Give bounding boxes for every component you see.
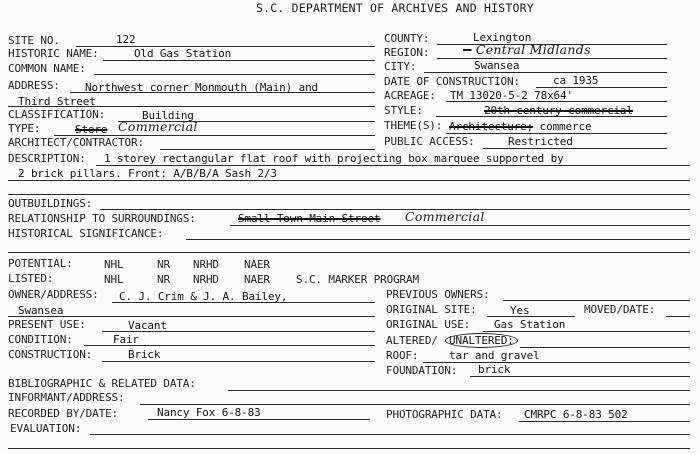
- construction-value: Brick: [128, 348, 161, 361]
- style-label: STYLE:: [384, 104, 423, 117]
- present-use-value: Vacant: [128, 319, 167, 332]
- listed-label: LISTED:: [8, 272, 54, 285]
- themes-label: THEME(S):: [384, 119, 443, 132]
- evaluation-line: [90, 434, 690, 435]
- type-struck-value: Store: [75, 123, 108, 136]
- description-line1-rule: [96, 165, 690, 166]
- historic-name-line: [103, 60, 375, 61]
- classification-value: Building: [142, 109, 194, 122]
- region-text: Central Midlands: [475, 42, 591, 57]
- architect-line: [160, 149, 375, 150]
- common-name-line: [94, 74, 375, 75]
- description-line3-rule: [8, 194, 690, 195]
- altered-line: [520, 347, 690, 348]
- site-no-value: 122: [116, 33, 136, 46]
- historic-name-label: HISTORIC NAME:: [8, 47, 99, 60]
- construction-label: CONSTRUCTION:: [8, 348, 93, 361]
- city-line: [424, 72, 667, 73]
- county-label: COUNTY:: [384, 32, 430, 45]
- previous-owners-line: [503, 300, 690, 301]
- outbuildings-line: [100, 209, 690, 210]
- moved-date-line: [666, 316, 690, 317]
- region-struck-mark: [463, 42, 472, 57]
- form-title: S.C. DEPARTMENT OF ARCHIVES AND HISTORY: [256, 1, 534, 15]
- owner-line2-rule: [8, 316, 375, 317]
- original-use-label: ORIGINAL USE:: [386, 318, 471, 331]
- relationship-struck-value: Small Town Main Street: [238, 212, 381, 225]
- foundation-label: FOUNDATION:: [386, 364, 458, 377]
- evaluation-label: EVALUATION:: [10, 422, 82, 435]
- bibliographic-label: BIBLIOGRAPHIC & RELATED DATA:: [8, 377, 196, 390]
- historical-significance-line1: [186, 239, 690, 240]
- recorded-by-value: Nancy Fox 6-8-83: [157, 406, 261, 419]
- acreage-label: ACREAGE:: [384, 89, 436, 102]
- themes-line: [446, 133, 667, 134]
- date-of-construction-label: DATE OF CONSTRUCTION:: [384, 75, 520, 88]
- listed-nrhd: NRHD: [193, 273, 219, 286]
- altered-label: ALTERED/: [386, 334, 438, 347]
- outbuildings-label: OUTBUILDINGS:: [8, 197, 93, 210]
- evaluation-line2: [8, 448, 690, 449]
- architect-label: ARCHITECT/CONTRACTOR:: [8, 136, 144, 149]
- owner-line1: C. J. Crim & J. A. Bailey,: [119, 290, 288, 303]
- foundation-line: [470, 376, 690, 377]
- acreage-value: TM 13020-5-2 78x64': [450, 89, 573, 102]
- unaltered-circled: UNALTERED:: [445, 333, 518, 348]
- potential-nrhd: NRHD: [193, 258, 219, 271]
- address-line1: Northwest corner Monmouth (Main) and: [85, 81, 319, 94]
- city-value: Swansea: [474, 59, 520, 72]
- description-label: DESCRIPTION:: [8, 152, 86, 165]
- description-line2: 2 brick pillars. Front: A/B/B/A Sash 2/3: [18, 167, 277, 180]
- city-label: CITY:: [384, 60, 417, 73]
- date-of-construction-value: ca 1935: [553, 74, 599, 87]
- address-line1-rule: [70, 92, 375, 93]
- listed-naer: NAER: [244, 273, 270, 286]
- address-line2: Third Street: [18, 95, 96, 108]
- address-label: ADDRESS:: [8, 79, 60, 92]
- photographic-data-value: CMRPC 6-8-83 502: [524, 408, 628, 421]
- region-label: REGION:: [384, 46, 430, 59]
- themes-struck-value: Architecture;: [449, 120, 534, 133]
- date-of-construction-line: [536, 87, 667, 88]
- type-label: TYPE:: [8, 122, 41, 135]
- county-value: Lexington: [473, 31, 532, 44]
- foundation-value: brick: [478, 363, 511, 376]
- condition-line: [84, 345, 375, 346]
- original-use-value: Gas Station: [494, 318, 566, 331]
- original-use-line: [483, 331, 690, 332]
- construction-line: [102, 361, 375, 362]
- historical-significance-label: HISTORICAL SIGNIFICANCE:: [8, 227, 164, 240]
- classification-label: CLASSIFICATION:: [8, 108, 106, 121]
- original-site-label: ORIGINAL SITE:: [386, 303, 477, 316]
- present-use-label: PRESENT USE:: [8, 318, 86, 331]
- original-site-value: Yes: [510, 304, 530, 317]
- previous-owners-label: PREVIOUS OWNERS:: [386, 288, 490, 301]
- condition-label: CONDITION:: [8, 333, 73, 346]
- relationship-line: [230, 225, 690, 226]
- moved-date-label: MOVED/DATE:: [584, 303, 656, 316]
- public-access-line: [483, 148, 667, 149]
- roof-value: tar and gravel: [449, 349, 540, 362]
- owner-line1-rule: [112, 302, 375, 303]
- public-access-value: Restricted: [508, 135, 573, 148]
- themes-value: [449, 120, 591, 133]
- owner-label: OWNER/ADDRESS:: [8, 288, 99, 301]
- condition-value: Fair: [113, 333, 139, 346]
- potential-nr: NR: [157, 258, 170, 271]
- photographic-data-line: [519, 421, 690, 422]
- roof-label: ROOF:: [386, 349, 419, 362]
- historical-significance-line2: [8, 252, 690, 253]
- original-site-line: [487, 316, 575, 317]
- unaltered-value: [448, 334, 518, 347]
- themes-current-value: commerce: [539, 120, 592, 133]
- photographic-data-label: PHOTOGRAPHIC DATA:: [386, 408, 503, 421]
- description-line1: 1 storey rectangular flat roof with projecting box marquee supported by: [104, 152, 564, 165]
- style-struck-value: 20th century commercial: [484, 104, 633, 117]
- owner-line2: Swansea: [18, 304, 64, 317]
- roof-line: [423, 362, 690, 363]
- present-use-line: [102, 331, 375, 332]
- region-value: [463, 43, 591, 56]
- description-line2-rule: [8, 180, 690, 181]
- listed-sc-marker: S.C. MARKER PROGRAM: [296, 273, 419, 286]
- address-line2-rule: [8, 106, 375, 107]
- informant-line: [140, 404, 690, 405]
- recorded-by-label: RECORDED BY/DATE:: [8, 407, 119, 420]
- region-line: [437, 58, 667, 59]
- historic-name-value: Old Gas Station: [134, 47, 232, 60]
- informant-label: INFORMANT/ADDRESS:: [8, 391, 125, 404]
- bibliographic-line: [228, 390, 690, 391]
- potential-naer: NAER: [244, 258, 270, 271]
- potential-nhl: NHL: [104, 258, 124, 271]
- type-handwritten-value: Commercial: [118, 119, 198, 134]
- recorded-by-line: [148, 419, 370, 420]
- common-name-label: COMMON NAME:: [8, 62, 86, 75]
- public-access-label: PUBLIC ACCESS:: [384, 135, 475, 148]
- listed-nr: NR: [157, 273, 170, 286]
- relationship-label: RELATIONSHIP TO SURROUNDINGS:: [8, 212, 196, 225]
- style-line: [436, 116, 667, 117]
- listed-nhl: NHL: [104, 273, 124, 286]
- acreage-line: [446, 101, 667, 102]
- relationship-handwritten-value: Commercial: [405, 209, 485, 224]
- site-no-label: SITE NO.: [8, 34, 60, 47]
- potential-label: POTENTIAL:: [8, 257, 73, 270]
